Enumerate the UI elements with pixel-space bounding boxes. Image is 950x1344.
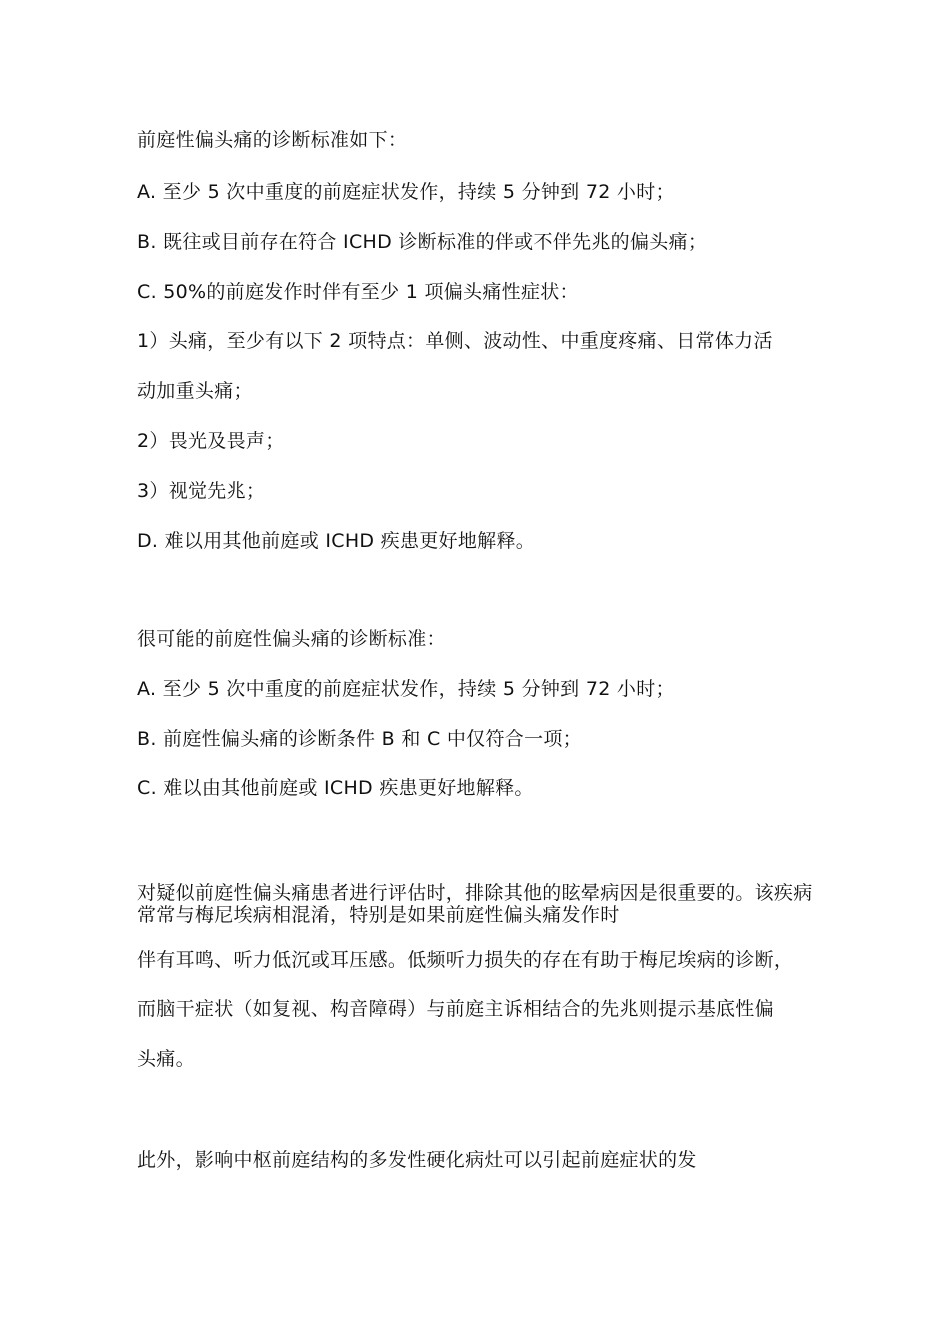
section1-item-d: D. 难以用其他前庭或 ICHD 疾患更好地解释。 bbox=[137, 530, 536, 552]
section3-line-1: 伴有耳鸣、听力低沉或耳压感。低频听力损失的存在有助于梅尼埃病的诊断， bbox=[137, 949, 794, 971]
section1-item-a: A. 至少 5 次中重度的前庭症状发作，持续 5 分钟到 72 小时； bbox=[137, 181, 675, 203]
section3-paragraph-start: 对疑似前庭性偏头痛患者进行评估时，排除其他的眩晕病因是很重要的。该疾病常常与梅尼埃病相混淆，特别是如果前庭性偏头痛发作时 bbox=[137, 882, 813, 926]
section2-heading: 很可能的前庭性偏头痛的诊断标准： bbox=[137, 628, 446, 650]
section1-heading: 前庭性偏头痛的诊断标准如下： bbox=[137, 129, 408, 151]
section1-subitem-1: 1）头痛，至少有以下 2 项特点：单侧、波动性、中重度疼痛、日常体力活 bbox=[137, 330, 773, 352]
section2-item-a: A. 至少 5 次中重度的前庭症状发作，持续 5 分钟到 72 小时； bbox=[137, 678, 675, 700]
section3-line-3: 头痛。 bbox=[137, 1048, 195, 1070]
section1-item-b: B. 既往或目前存在符合 ICHD 诊断标准的伴或不伴先兆的偏头痛； bbox=[137, 231, 708, 253]
section1-item-c: C. 50%的前庭发作时伴有至少 1 项偏头痛性症状： bbox=[137, 281, 579, 303]
section1-subitem-1-continued: 动加重头痛； bbox=[137, 380, 253, 402]
section1-subitem-3: 3）视觉先兆； bbox=[137, 480, 266, 502]
section3-line-2: 而脑干症状（如复视、构音障碍）与前庭主诉相结合的先兆则提示基底性偏 bbox=[137, 998, 774, 1020]
section2-item-c: C. 难以由其他前庭或 ICHD 疾患更好地解释。 bbox=[137, 777, 534, 799]
section1-subitem-2: 2）畏光及畏声； bbox=[137, 430, 285, 452]
section4-line: 此外，影响中枢前庭结构的多发性硬化病灶可以引起前庭症状的发 bbox=[137, 1149, 697, 1171]
section2-item-b: B. 前庭性偏头痛的诊断条件 B 和 C 中仅符合一项； bbox=[137, 728, 582, 750]
